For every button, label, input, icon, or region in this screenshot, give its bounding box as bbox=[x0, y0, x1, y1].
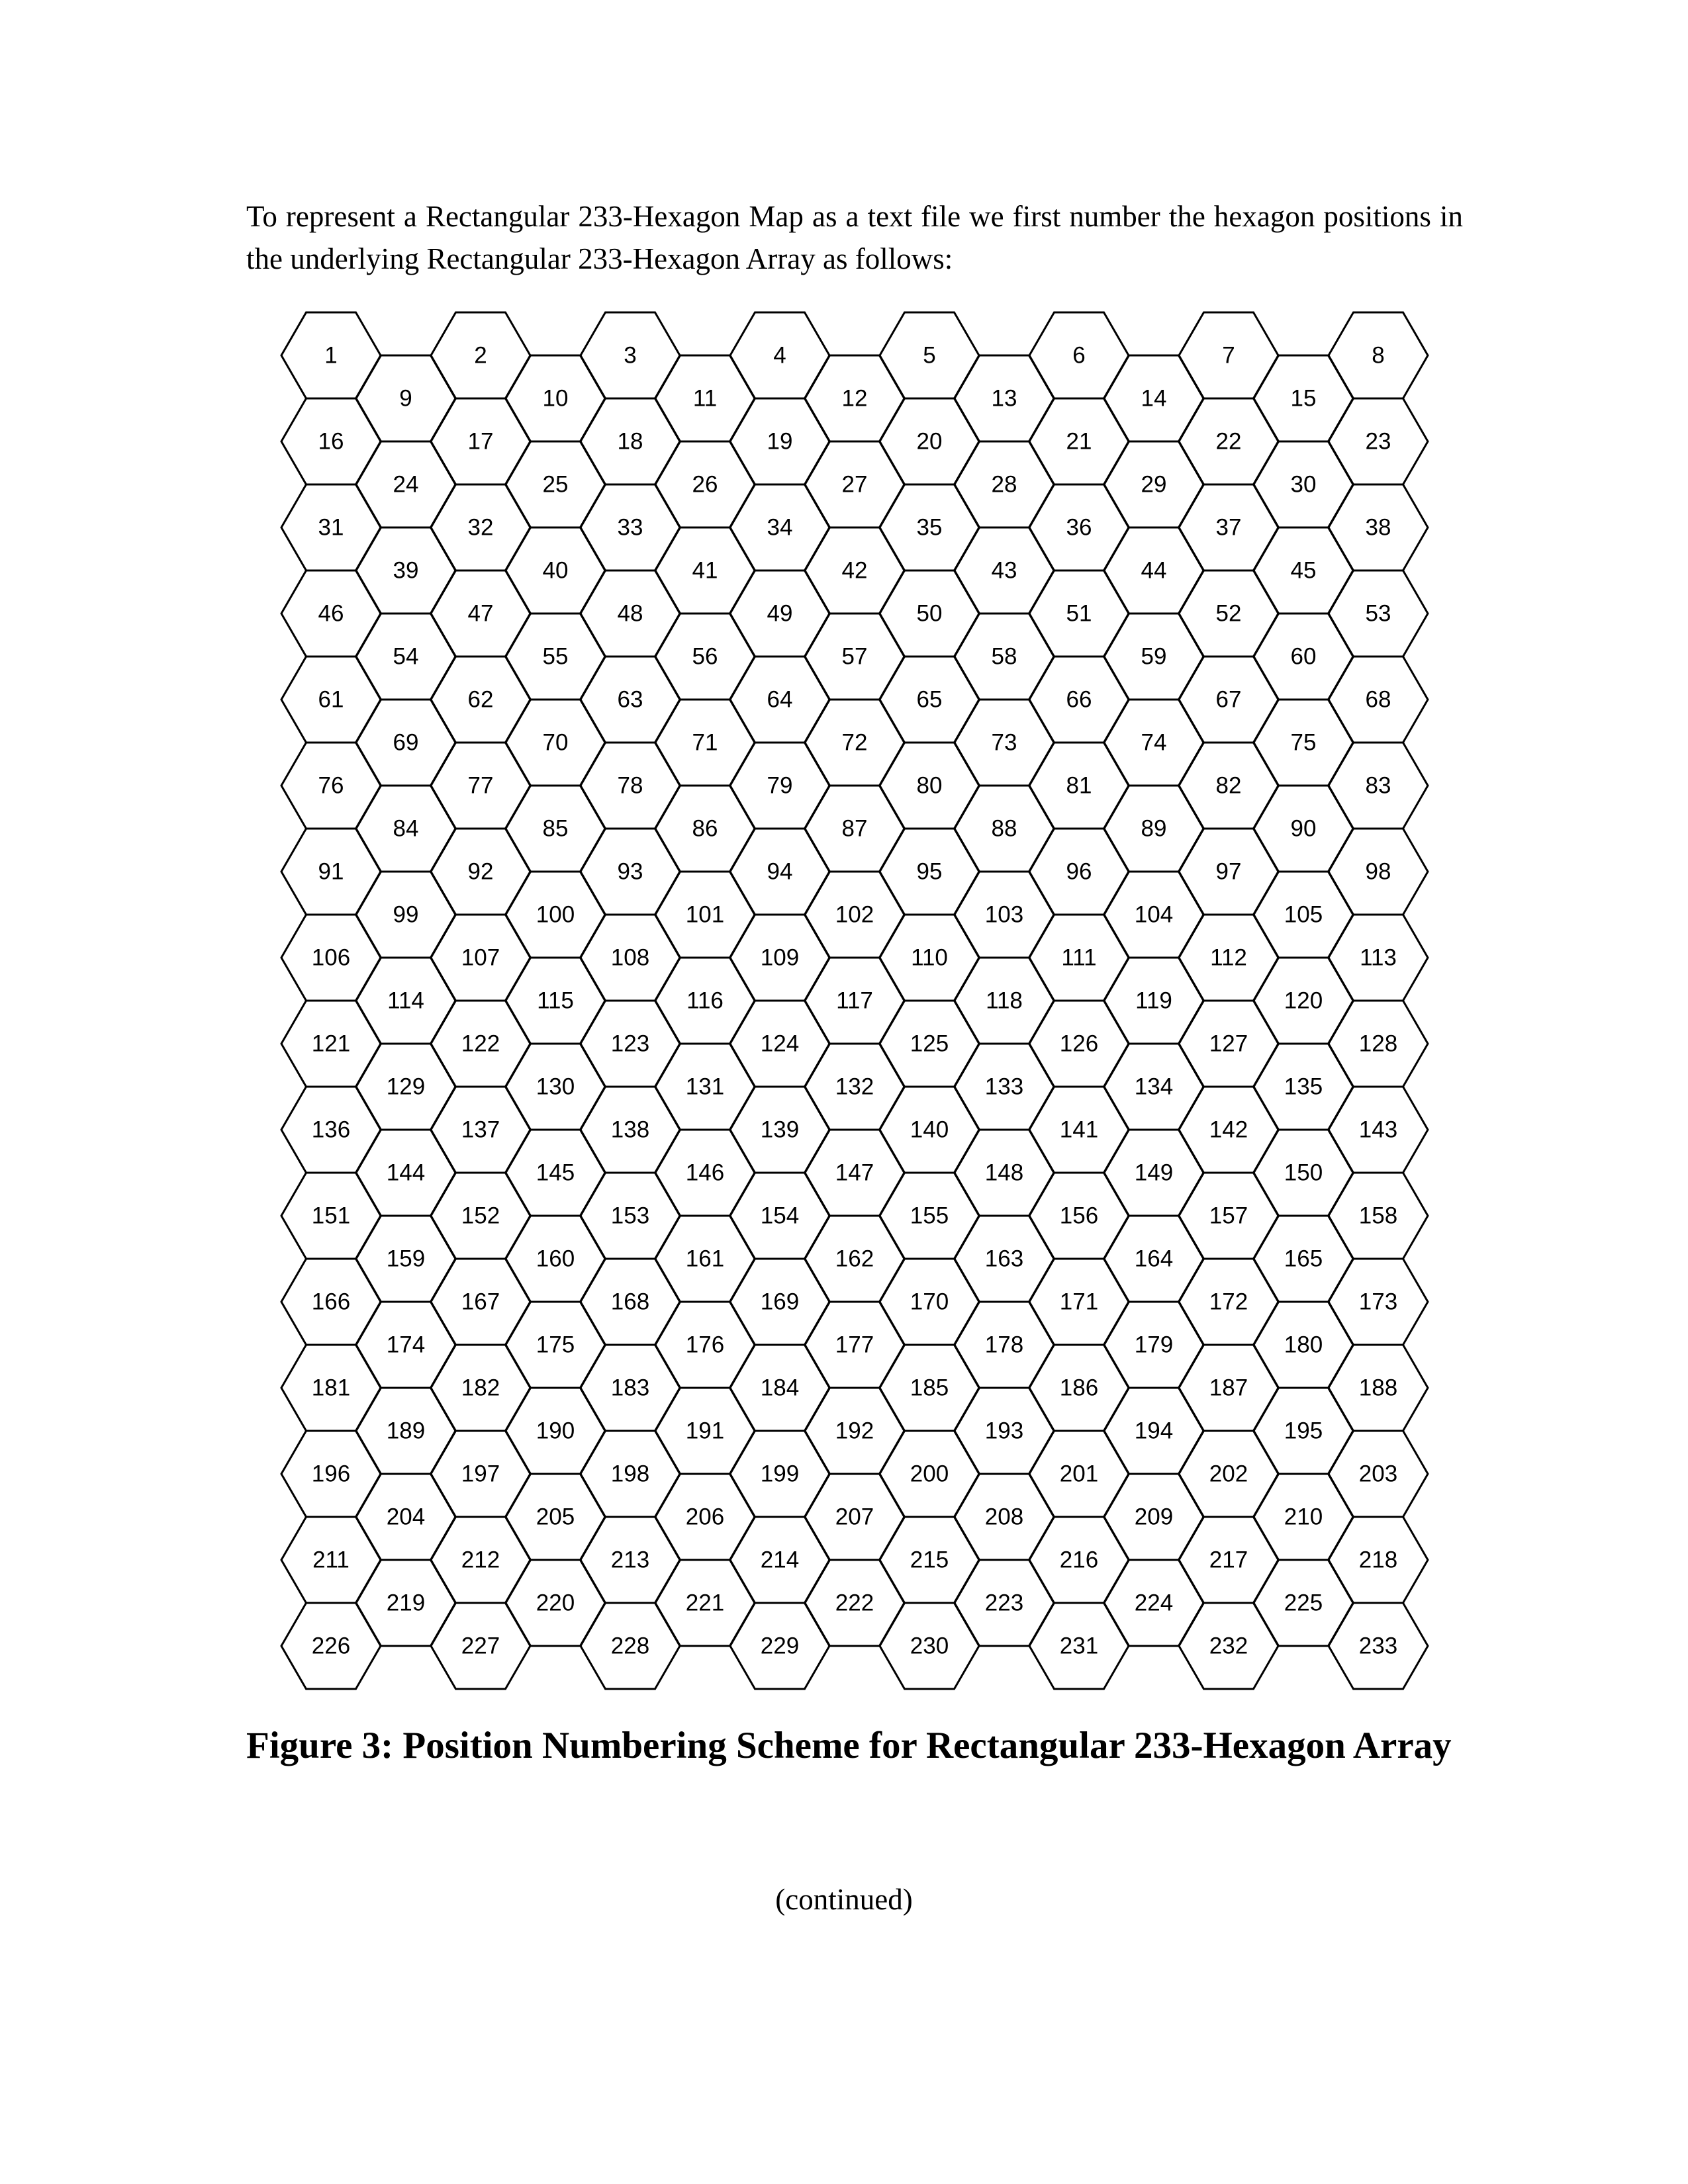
hex-position-number: 87 bbox=[841, 815, 868, 842]
hex-position-number: 17 bbox=[467, 428, 494, 455]
hex-position-number: 152 bbox=[461, 1203, 500, 1229]
hex-position-number: 138 bbox=[610, 1116, 650, 1143]
hex-position-number: 183 bbox=[610, 1375, 650, 1401]
hex-position-number: 174 bbox=[386, 1332, 426, 1358]
hex-position-number: 81 bbox=[1066, 772, 1092, 799]
hex-position-number: 182 bbox=[461, 1375, 500, 1401]
hex-position-number: 11 bbox=[692, 385, 718, 412]
hex-position-number: 145 bbox=[536, 1160, 575, 1186]
hex-position-number: 159 bbox=[386, 1246, 426, 1272]
hex-position-number: 114 bbox=[387, 987, 424, 1014]
hex-position-number: 197 bbox=[461, 1461, 500, 1487]
hex-position-number: 154 bbox=[760, 1203, 800, 1229]
hex-position-number: 45 bbox=[1290, 557, 1317, 584]
hex-position-number: 5 bbox=[923, 342, 936, 369]
hex-position-number: 216 bbox=[1059, 1547, 1099, 1573]
hex-position-number: 116 bbox=[686, 987, 724, 1014]
hex-position-number: 85 bbox=[542, 815, 569, 842]
hex-position-number: 233 bbox=[1358, 1633, 1398, 1659]
hex-position-number: 86 bbox=[692, 815, 718, 842]
hex-position-number: 158 bbox=[1358, 1203, 1398, 1229]
hex-position-number: 187 bbox=[1209, 1375, 1248, 1401]
hex-position-number: 42 bbox=[841, 557, 868, 584]
intro-paragraph: To represent a Rectangular 233-Hexagon Map as a text file we first number the hexagon positions in the underlying Rectangular 233-Hexagon Array as follows: bbox=[246, 200, 1463, 275]
hex-position-number: 221 bbox=[685, 1590, 725, 1616]
hex-position-number: 113 bbox=[1360, 944, 1397, 971]
hex-position-number: 28 bbox=[991, 471, 1017, 498]
hex-position-number: 193 bbox=[984, 1418, 1024, 1444]
hex-position-number: 95 bbox=[916, 858, 943, 885]
hex-position-number: 219 bbox=[386, 1590, 426, 1616]
hex-position-number: 180 bbox=[1284, 1332, 1323, 1358]
hex-position-number: 227 bbox=[461, 1633, 500, 1659]
hex-position-number: 37 bbox=[1215, 514, 1242, 541]
hex-position-number: 202 bbox=[1209, 1461, 1248, 1487]
hex-position-number: 178 bbox=[984, 1332, 1024, 1358]
hex-position-number: 222 bbox=[835, 1590, 874, 1616]
hex-position-number: 43 bbox=[991, 557, 1017, 584]
hex-position-number: 129 bbox=[386, 1073, 426, 1100]
hex-position-number: 171 bbox=[1059, 1289, 1099, 1315]
hex-position-number: 121 bbox=[311, 1030, 351, 1057]
hex-position-number: 10 bbox=[542, 385, 569, 412]
hex-position-number: 112 bbox=[1210, 944, 1247, 971]
hex-position-number: 67 bbox=[1215, 686, 1242, 713]
hex-position-number: 188 bbox=[1358, 1375, 1398, 1401]
hex-position-number: 196 bbox=[311, 1461, 351, 1487]
hex-position-number: 71 bbox=[692, 729, 718, 756]
hex-position-number: 135 bbox=[1284, 1073, 1323, 1100]
hex-position-number: 61 bbox=[318, 686, 344, 713]
hex-position-number: 189 bbox=[386, 1418, 426, 1444]
hex-position-number: 60 bbox=[1290, 643, 1317, 670]
hex-position-number: 104 bbox=[1134, 901, 1174, 928]
hex-position-number: 231 bbox=[1059, 1633, 1099, 1659]
hex-position-number: 201 bbox=[1059, 1461, 1099, 1487]
hex-position-number: 151 bbox=[311, 1203, 351, 1229]
hex-position-number: 84 bbox=[393, 815, 419, 842]
hex-position-number: 49 bbox=[767, 600, 793, 627]
hex-position-number: 22 bbox=[1215, 428, 1242, 455]
hex-position-number: 36 bbox=[1066, 514, 1092, 541]
hex-position-number: 92 bbox=[467, 858, 494, 885]
hex-position-number: 153 bbox=[610, 1203, 650, 1229]
hex-position-number: 90 bbox=[1290, 815, 1317, 842]
hex-position-number: 44 bbox=[1141, 557, 1167, 584]
hex-position-number: 204 bbox=[386, 1504, 426, 1530]
hex-position-number: 96 bbox=[1066, 858, 1092, 885]
hex-position-number: 102 bbox=[835, 901, 874, 928]
hex-position-number: 185 bbox=[910, 1375, 949, 1401]
hex-position-number: 20 bbox=[916, 428, 943, 455]
hex-position-number: 125 bbox=[910, 1030, 949, 1057]
hex-position-number: 123 bbox=[610, 1030, 650, 1057]
hex-position-number: 136 bbox=[311, 1116, 351, 1143]
hex-position-number: 111 bbox=[1061, 944, 1097, 971]
hex-position-number: 31 bbox=[318, 514, 344, 541]
hex-position-number: 2 bbox=[474, 342, 487, 369]
hex-position-number: 164 bbox=[1134, 1246, 1174, 1272]
hex-position-number: 150 bbox=[1284, 1160, 1323, 1186]
hex-position-number: 108 bbox=[610, 944, 650, 971]
hex-position-number: 1 bbox=[324, 342, 338, 369]
hex-position-number: 132 bbox=[835, 1073, 874, 1100]
hex-position-number: 176 bbox=[685, 1332, 725, 1358]
hex-position-number: 16 bbox=[318, 428, 344, 455]
hex-position-number: 170 bbox=[910, 1289, 949, 1315]
hex-position-number: 18 bbox=[617, 428, 643, 455]
hex-position-number: 207 bbox=[835, 1504, 874, 1530]
hex-position-number: 175 bbox=[536, 1332, 575, 1358]
hex-position-number: 47 bbox=[467, 600, 494, 627]
hex-position-number: 64 bbox=[767, 686, 793, 713]
hex-position-number: 149 bbox=[1134, 1160, 1174, 1186]
hex-position-number: 32 bbox=[467, 514, 494, 541]
hex-position-number: 105 bbox=[1284, 901, 1323, 928]
hex-position-number: 186 bbox=[1059, 1375, 1099, 1401]
hex-position-number: 165 bbox=[1284, 1246, 1323, 1272]
hex-position-number: 41 bbox=[692, 557, 718, 584]
hex-position-number: 56 bbox=[692, 643, 718, 670]
hex-position-number: 50 bbox=[916, 600, 943, 627]
hex-position-number: 228 bbox=[610, 1633, 650, 1659]
hex-position-number: 73 bbox=[991, 729, 1017, 756]
hex-position-number: 15 bbox=[1290, 385, 1317, 412]
hex-position-number: 74 bbox=[1141, 729, 1167, 756]
hex-position-number: 199 bbox=[760, 1461, 800, 1487]
hex-position-number: 48 bbox=[617, 600, 643, 627]
hex-position-number: 134 bbox=[1134, 1073, 1174, 1100]
hex-position-number: 225 bbox=[1284, 1590, 1323, 1616]
hex-position-number: 127 bbox=[1209, 1030, 1248, 1057]
hex-position-number: 214 bbox=[760, 1547, 800, 1573]
hex-position-number: 53 bbox=[1365, 600, 1391, 627]
hex-position-number: 57 bbox=[841, 643, 868, 670]
hex-position-number: 218 bbox=[1358, 1547, 1398, 1573]
hex-position-number: 118 bbox=[986, 987, 1023, 1014]
hex-position-number: 27 bbox=[841, 471, 868, 498]
hex-position-number: 68 bbox=[1365, 686, 1391, 713]
hex-position-number: 6 bbox=[1072, 342, 1086, 369]
hex-position-number: 52 bbox=[1215, 600, 1242, 627]
hex-position-number: 191 bbox=[685, 1418, 725, 1444]
hex-position-number: 46 bbox=[318, 600, 344, 627]
hex-position-number: 142 bbox=[1209, 1116, 1248, 1143]
hex-position-number: 62 bbox=[467, 686, 494, 713]
hex-position-number: 162 bbox=[835, 1246, 874, 1272]
hex-position-number: 39 bbox=[393, 557, 419, 584]
hex-position-number: 167 bbox=[461, 1289, 500, 1315]
hex-position-number: 181 bbox=[311, 1375, 351, 1401]
hex-position-number: 126 bbox=[1059, 1030, 1099, 1057]
hex-position-number: 25 bbox=[542, 471, 569, 498]
hex-position-number: 91 bbox=[318, 858, 344, 885]
hex-position-number: 226 bbox=[311, 1633, 351, 1659]
hex-position-number: 107 bbox=[461, 944, 500, 971]
hex-position-number: 109 bbox=[760, 944, 800, 971]
hex-position-number: 163 bbox=[984, 1246, 1024, 1272]
hex-position-number: 210 bbox=[1284, 1504, 1323, 1530]
hex-position-number: 117 bbox=[836, 987, 873, 1014]
hex-position-number: 148 bbox=[984, 1160, 1024, 1186]
hex-position-number: 190 bbox=[536, 1418, 575, 1444]
hex-position-number: 9 bbox=[399, 385, 412, 412]
hex-position-number: 3 bbox=[624, 342, 637, 369]
hex-position-number: 144 bbox=[386, 1160, 426, 1186]
hex-position-number: 209 bbox=[1134, 1504, 1174, 1530]
hex-position-number: 7 bbox=[1222, 342, 1235, 369]
hex-position-number: 98 bbox=[1365, 858, 1391, 885]
hex-position-number: 14 bbox=[1141, 385, 1167, 412]
hex-position-number: 208 bbox=[984, 1504, 1024, 1530]
hex-position-number: 34 bbox=[767, 514, 793, 541]
hex-position-number: 200 bbox=[910, 1461, 949, 1487]
hex-position-number: 58 bbox=[991, 643, 1017, 670]
hex-position-number: 133 bbox=[984, 1073, 1024, 1100]
hex-position-number: 120 bbox=[1284, 987, 1323, 1014]
hex-position-number: 155 bbox=[910, 1203, 949, 1229]
hex-position-number: 13 bbox=[991, 385, 1017, 412]
hex-position-number: 203 bbox=[1358, 1461, 1398, 1487]
hex-position-number: 99 bbox=[393, 901, 419, 928]
hex-position-number: 30 bbox=[1290, 471, 1317, 498]
hex-position-number: 78 bbox=[617, 772, 643, 799]
hex-position-number: 223 bbox=[984, 1590, 1024, 1616]
hex-position-number: 101 bbox=[685, 901, 725, 928]
hex-position-number: 76 bbox=[318, 772, 344, 799]
hex-position-number: 220 bbox=[536, 1590, 575, 1616]
hex-position-number: 137 bbox=[461, 1116, 500, 1143]
hex-position-number: 169 bbox=[760, 1289, 800, 1315]
hex-position-number: 29 bbox=[1141, 471, 1167, 498]
hex-position-number: 205 bbox=[536, 1504, 575, 1530]
figure-caption: Figure 3: Position Numbering Scheme for Rectangular 233-Hexagon Array bbox=[246, 1725, 1452, 1766]
hex-position-number: 79 bbox=[767, 772, 793, 799]
hex-position-number: 4 bbox=[773, 342, 786, 369]
hex-position-number: 51 bbox=[1066, 600, 1092, 627]
hex-position-number: 192 bbox=[835, 1418, 874, 1444]
hex-position-number: 24 bbox=[393, 471, 419, 498]
hex-position-number: 198 bbox=[610, 1461, 650, 1487]
hex-position-number: 65 bbox=[916, 686, 943, 713]
hex-position-number: 211 bbox=[312, 1547, 350, 1573]
hex-position-number: 139 bbox=[760, 1116, 800, 1143]
hex-position-number: 80 bbox=[916, 772, 943, 799]
hex-position-number: 115 bbox=[537, 987, 574, 1014]
hex-position-number: 66 bbox=[1066, 686, 1092, 713]
hex-position-number: 54 bbox=[393, 643, 419, 670]
continued-note: (continued) bbox=[775, 1883, 913, 1916]
hex-position-number: 229 bbox=[760, 1633, 800, 1659]
hex-position-number: 94 bbox=[767, 858, 793, 885]
hex-position-number: 40 bbox=[542, 557, 569, 584]
hex-position-number: 33 bbox=[617, 514, 643, 541]
hex-position-number: 141 bbox=[1059, 1116, 1099, 1143]
hex-position-number: 119 bbox=[1135, 987, 1172, 1014]
hex-position-number: 83 bbox=[1365, 772, 1391, 799]
hex-position-number: 72 bbox=[841, 729, 868, 756]
hex-position-number: 88 bbox=[991, 815, 1017, 842]
hex-position-number: 89 bbox=[1141, 815, 1167, 842]
hex-position-number: 217 bbox=[1209, 1547, 1248, 1573]
hex-position-number: 122 bbox=[461, 1030, 500, 1057]
hex-position-number: 77 bbox=[467, 772, 494, 799]
hex-position-number: 100 bbox=[536, 901, 575, 928]
hex-position-number: 224 bbox=[1134, 1590, 1174, 1616]
hex-position-number: 93 bbox=[617, 858, 643, 885]
hex-position-number: 146 bbox=[685, 1160, 725, 1186]
hex-position-number: 70 bbox=[542, 729, 569, 756]
hex-position-number: 168 bbox=[610, 1289, 650, 1315]
hex-position-number: 172 bbox=[1209, 1289, 1248, 1315]
hex-position-number: 160 bbox=[536, 1246, 575, 1272]
hex-position-number: 166 bbox=[311, 1289, 351, 1315]
hex-position-number: 156 bbox=[1059, 1203, 1099, 1229]
hex-position-number: 63 bbox=[617, 686, 643, 713]
hex-position-number: 206 bbox=[685, 1504, 725, 1530]
hex-position-number: 212 bbox=[461, 1547, 500, 1573]
hex-position-number: 19 bbox=[767, 428, 793, 455]
hex-position-number: 75 bbox=[1290, 729, 1317, 756]
hex-position-number: 35 bbox=[916, 514, 943, 541]
hex-position-number: 124 bbox=[760, 1030, 800, 1057]
hex-position-number: 106 bbox=[311, 944, 351, 971]
hex-position-number: 157 bbox=[1209, 1203, 1248, 1229]
hex-position-number: 232 bbox=[1209, 1633, 1248, 1659]
hex-position-number: 140 bbox=[910, 1116, 949, 1143]
hex-position-number: 131 bbox=[685, 1073, 725, 1100]
hex-position-number: 97 bbox=[1215, 858, 1242, 885]
hex-position-number: 128 bbox=[1358, 1030, 1398, 1057]
hex-position-number: 230 bbox=[910, 1633, 949, 1659]
hex-position-number: 147 bbox=[835, 1160, 874, 1186]
hex-position-number: 21 bbox=[1066, 428, 1092, 455]
hex-position-number: 69 bbox=[393, 729, 419, 756]
hex-position-number: 179 bbox=[1134, 1332, 1174, 1358]
hex-position-number: 130 bbox=[536, 1073, 575, 1100]
hex-position-number: 161 bbox=[685, 1246, 725, 1272]
hex-position-number: 143 bbox=[1358, 1116, 1398, 1143]
hex-position-number: 213 bbox=[610, 1547, 650, 1573]
hex-position-number: 26 bbox=[692, 471, 718, 498]
hex-position-number: 173 bbox=[1358, 1289, 1398, 1315]
hex-position-number: 8 bbox=[1372, 342, 1385, 369]
hex-position-number: 55 bbox=[542, 643, 569, 670]
hex-position-number: 215 bbox=[910, 1547, 949, 1573]
hex-position-number: 194 bbox=[1134, 1418, 1174, 1444]
hex-position-number: 59 bbox=[1141, 643, 1167, 670]
hex-position-number: 184 bbox=[760, 1375, 800, 1401]
hex-position-number: 82 bbox=[1215, 772, 1242, 799]
hex-position-number: 195 bbox=[1284, 1418, 1323, 1444]
hex-position-number: 12 bbox=[841, 385, 868, 412]
hex-position-number: 110 bbox=[911, 944, 948, 971]
hex-position-number: 38 bbox=[1365, 514, 1391, 541]
hex-position-number: 177 bbox=[835, 1332, 874, 1358]
hex-position-number: 23 bbox=[1365, 428, 1391, 455]
hex-position-number: 103 bbox=[984, 901, 1024, 928]
